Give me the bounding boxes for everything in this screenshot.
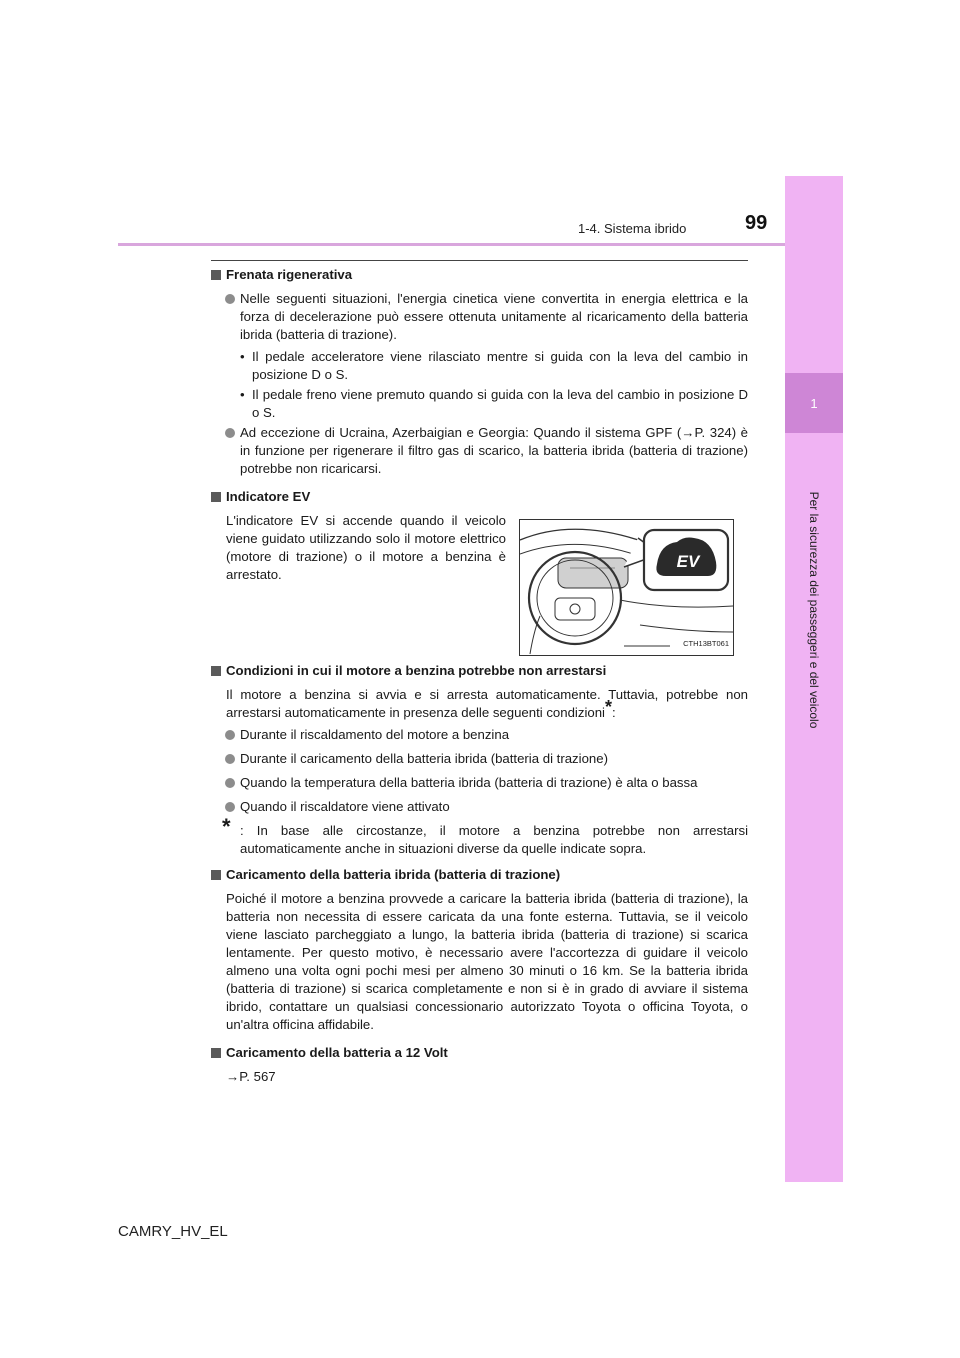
ev-indicator-figure — [519, 519, 734, 656]
hybrid-battery-charging-text: Poiché il motore a benzina provvede a caricare la batteria ibrida (batteria di trazione), la batteria non necessita di essere caricata da una fonte esterna. Tuttavia, se il veicolo viene lasciato parcheggiato a lungo, la batteria ibrida (batteria di trazione) si scarica lentamente. Per questo motivo, è necessario avere l'accortezza di guidare il veicolo almeno una volta ogni pochi mesi per almeno 30 minuti o 16 km. Se la batteria ibrida (batteria di trazione) si scarica completamente e non si è in grado di avviare il sistema ibrido, contattare un qualsiasi concessionario autorizzato Toyota o officina Toyota, o un'altra officina affidabile. — [226, 891, 748, 1032]
ev-description: L'indicatore EV si accende quando il veicolo viene guidato utilizzando solo il motore elettrico (motore di trazione) o il motore a benzina è arrestato. — [226, 513, 506, 582]
footnote — [211, 814, 748, 858]
heading-engine-conditions: Condizioni in cui il motore a benzina potrebbe non arrestarsi — [211, 662, 748, 680]
conditions-intro-text: Il motore a benzina si avvia e si arresta automaticamente. Tuttavia, potrebbe non arrestarsi automaticamente in presenza delle seguenti condizioni — [226, 687, 748, 720]
content-top-rule — [211, 260, 748, 261]
page-number: 99 — [745, 212, 768, 234]
sub-bullet-accelerator: • Il pedale acceleratore viene rilasciato mentre si guida con la leva del cambio in posizione D o S. — [211, 348, 748, 384]
condition-item: Quando il riscaldatore viene attivato — [211, 798, 748, 816]
condition-item: Durante il riscaldamento del motore a benzina — [211, 726, 748, 744]
heading-12v-battery: Caricamento della batteria a 12 Volt — [211, 1044, 748, 1062]
footnote-text: : In base alle circostanze, il motore a benzina potrebbe non arrestarsi automaticamente anche in situazioni diverse da quelle indicate sopra. — [240, 823, 748, 856]
condition-item: Durante il caricamento della batteria ibrida (batteria di trazione) — [211, 750, 748, 768]
bullet-regen-intro: Nelle seguenti situazioni, l'energia cinetica viene convertita in energia elettrica e la forza di decelerazione può essere ottenuta unitamente al ricaricamento della batteria ibrida (batteria di trazione). — [211, 290, 748, 344]
heading-regenerative-braking: Frenata rigenerativa — [211, 266, 748, 284]
bullet-gpf: Ad eccezione di Ucraina, Azerbaigian e Georgia: Quando il sistema GPF (→P. 324) è in funzione per rigenerare il filtro gas di scarico, la batteria ibrida (batteria di trazione) potrebbe non ricaricarsi. — [211, 424, 748, 478]
ev-badge-text: EV — [676, 552, 700, 571]
conditions-intro — [211, 686, 748, 722]
heading-ev-indicator: Indicatore EV — [211, 488, 748, 506]
model-code: CAMRY_HV_EL — [118, 1223, 228, 1240]
section-title: 1-4. Sistema ibrido — [578, 221, 687, 236]
chapter-number: 1 — [785, 373, 843, 433]
sub-bullet-brake: • Il pedale freno viene premuto quando si guida con la leva del cambio in posizione D o S. — [211, 386, 748, 422]
footnote-star: * — [605, 697, 613, 717]
footnote-mark: * — [222, 814, 231, 839]
header-rule — [118, 243, 785, 246]
ev-section — [211, 512, 748, 654]
heading-hybrid-battery-charging: Caricamento della batteria ibrida (batteria di trazione) — [211, 866, 748, 884]
page-reference: →P. 567 — [226, 1069, 276, 1084]
conditions-intro-end: : — [612, 705, 616, 720]
page-content — [211, 266, 748, 1090]
chapter-title: Per la sicurezza dei passeggeri e del veicolo — [807, 491, 821, 729]
figure-label: CTH13BT061 — [683, 639, 729, 648]
condition-item: Quando la temperatura della batteria ibrida (batteria di trazione) è alta o bassa — [211, 774, 748, 792]
